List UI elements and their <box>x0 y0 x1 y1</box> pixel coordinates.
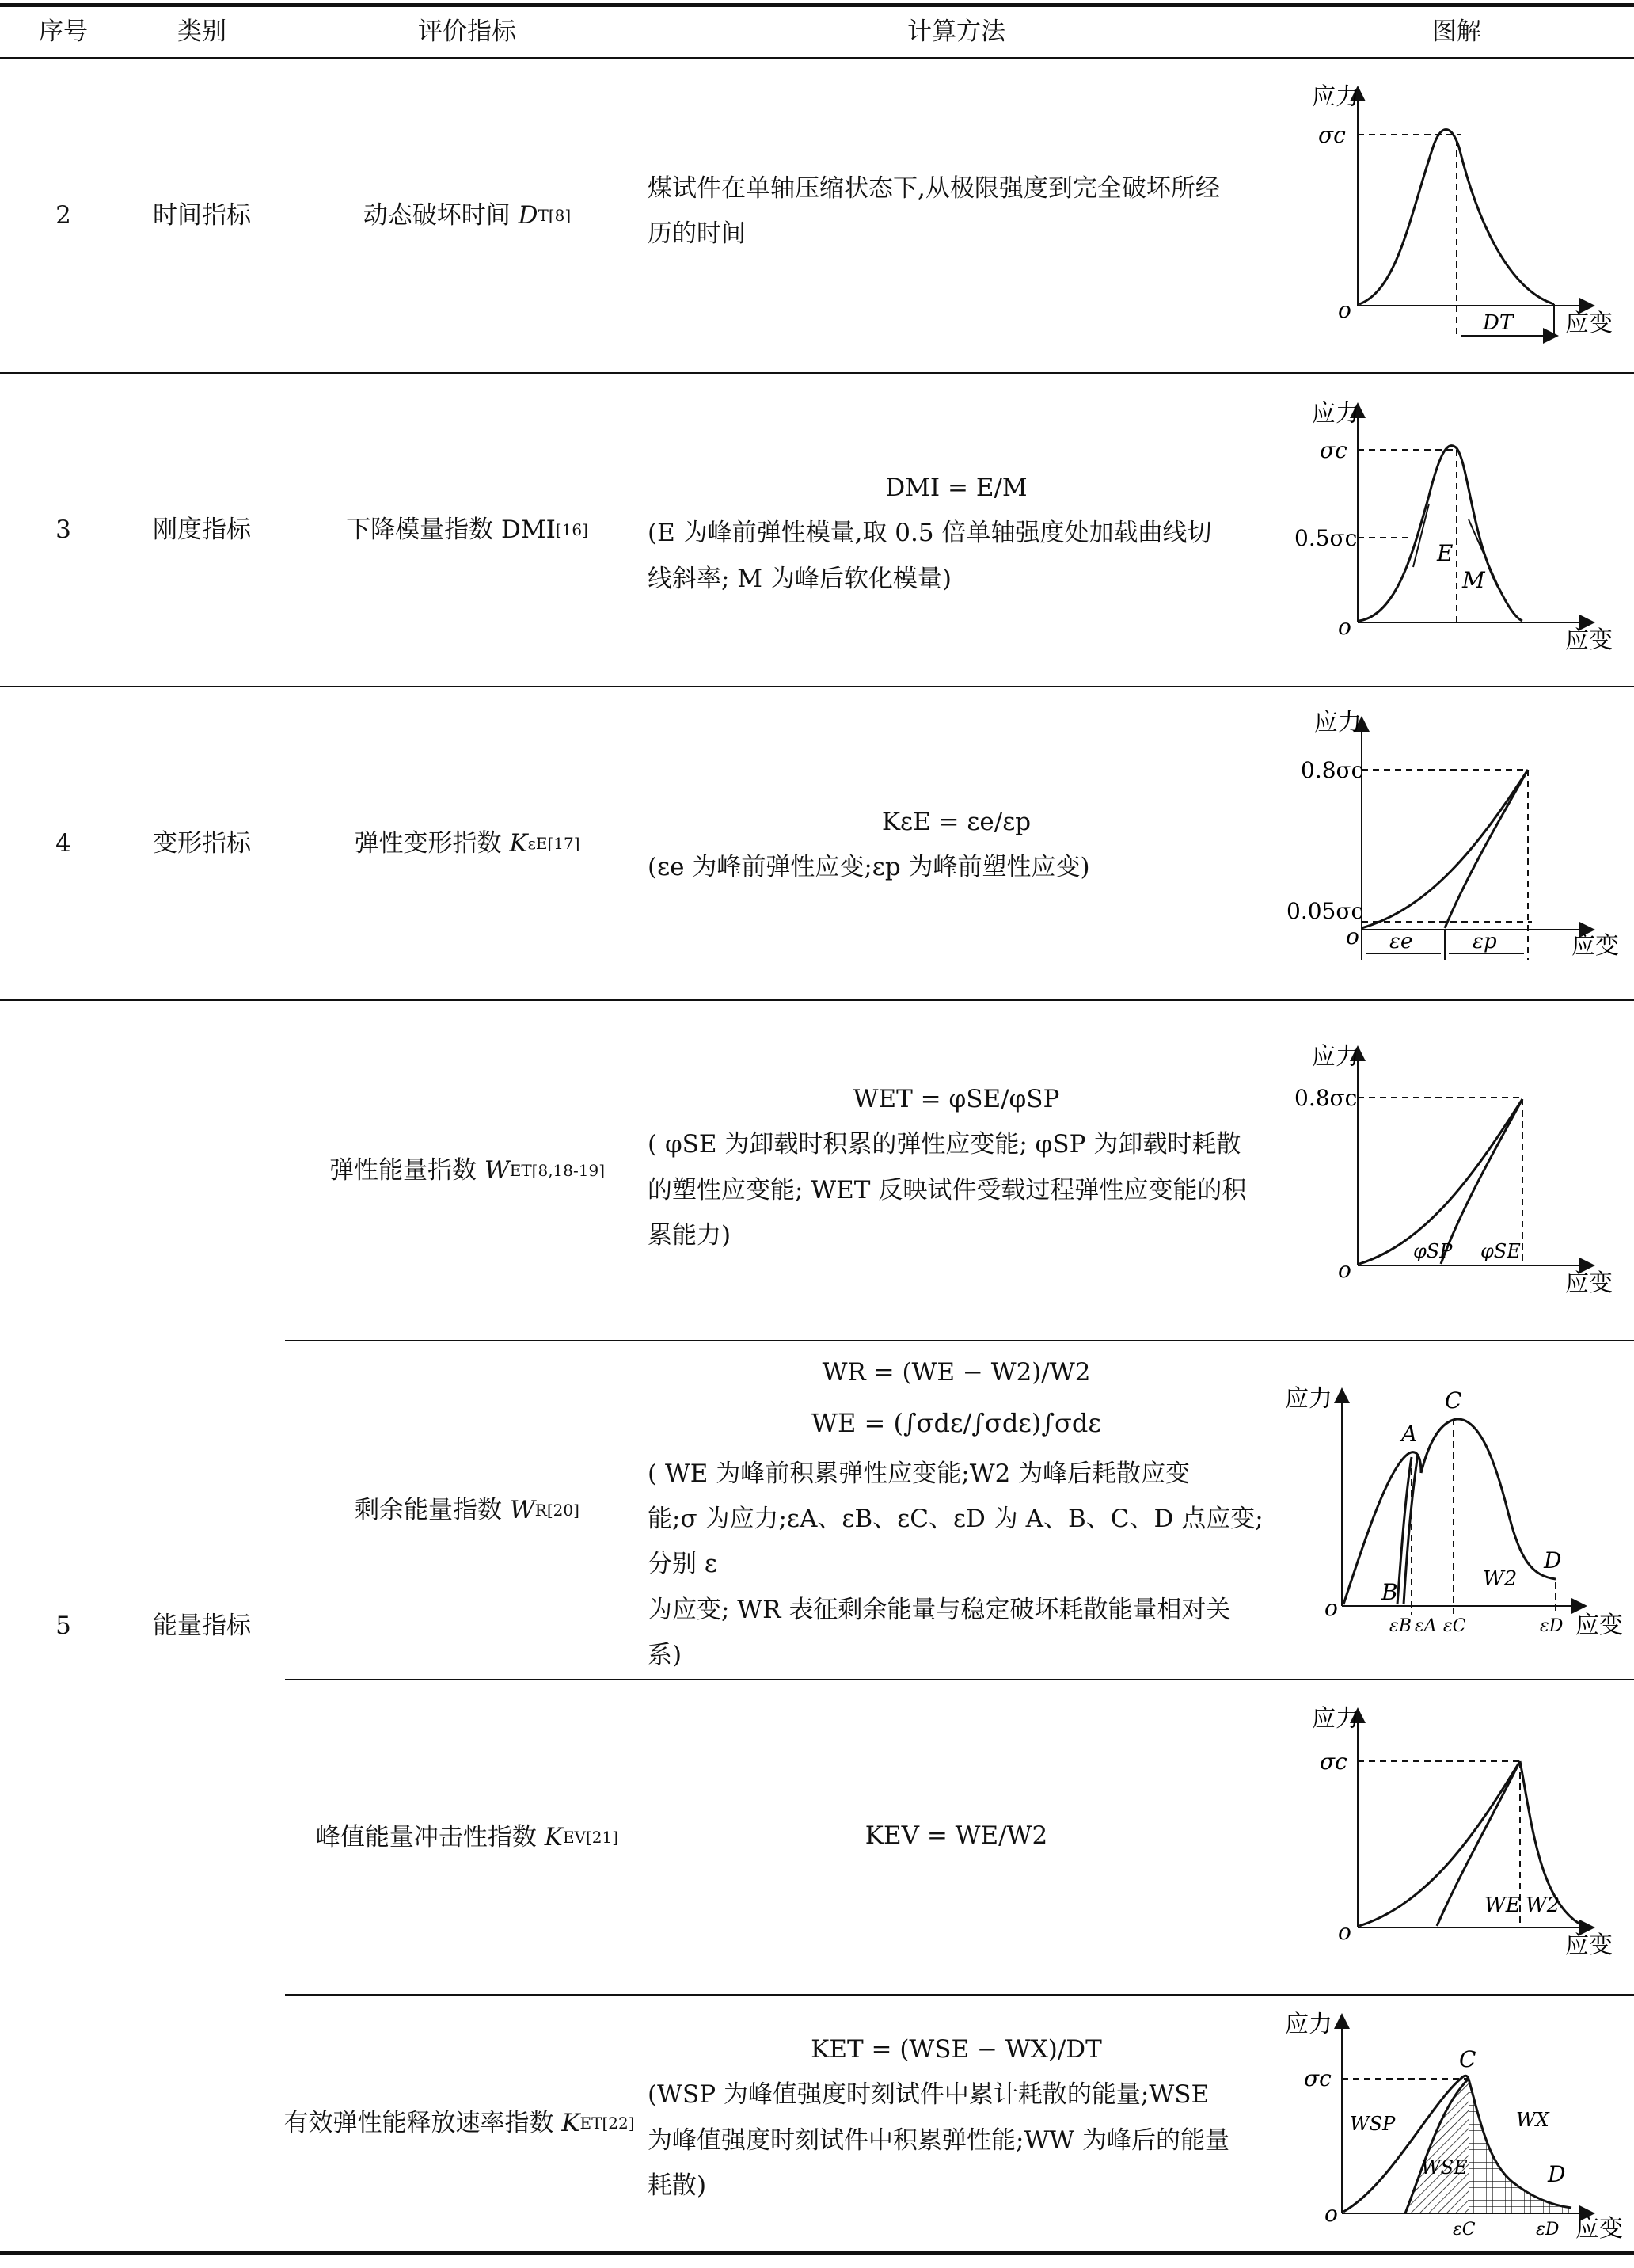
fig-label-phi-sp: φSP <box>1413 1240 1453 1262</box>
fig-label-strain: 应变 <box>1565 1269 1613 1297</box>
fig-label-eps-d: εD <box>1536 2220 1560 2239</box>
fig-label-eps-e: εe <box>1389 930 1413 953</box>
fig-label-w2: W2 <box>1483 1567 1518 1591</box>
fig-label-strain: 应变 <box>1565 310 1613 337</box>
fig-label-origin: o <box>1338 297 1351 323</box>
fig-label-stress: 应力 <box>1285 2011 1332 2038</box>
method-line: ( WE 为峰前积累弹性应变能;W2 为峰后耗散应变 <box>648 1459 1191 1488</box>
figure-dmi <box>1271 393 1634 670</box>
fig-label-sigma-c: σc <box>1320 437 1347 463</box>
fig-label-08-sigma: 0.8σc <box>1301 757 1364 783</box>
row-indicator <box>293 1341 641 1679</box>
row-indicator <box>285 1680 649 1994</box>
fig-label-e: E <box>1437 540 1454 566</box>
indicator-subscript: EV <box>562 1828 586 1847</box>
figure-wr-svg <box>1271 1378 1634 1663</box>
fig-label-a: A <box>1401 1421 1418 1447</box>
header-no: 序号 <box>39 17 88 46</box>
method-formula: KEV = WE/W2 <box>864 1821 1048 1850</box>
indicator-subscript: ET <box>580 2114 602 2133</box>
fig-label-wse: WSE <box>1421 2156 1468 2179</box>
method-line: 为应变; WR 表征剩余能量与稳定破坏耗散能量相对关 <box>648 1595 1231 1624</box>
fig-label-005-sigma: 0.05σc <box>1286 898 1364 924</box>
fig-label-eps-d: εD <box>1540 1616 1564 1636</box>
method-line: (εe 为峰前弹性应变;εp 为峰前塑性应变) <box>648 853 1090 882</box>
fig-label-c: C <box>1459 2046 1476 2072</box>
figure-wr <box>1271 1378 1634 1663</box>
method-line: ( φSE 为卸载时积累的弹性应变能; φSP 为卸载时耗散 <box>648 1130 1241 1159</box>
header-indicator: 评价指标 <box>418 17 516 46</box>
fig-label-strain: 应变 <box>1575 1612 1623 1639</box>
indicator-symbol: K <box>544 1822 563 1851</box>
method-line: 为峰值强度时刻试件中积累弹性能;WW 为峰后的能量 <box>648 2125 1230 2155</box>
fig-label-d: D <box>1544 1547 1562 1574</box>
indicator-symbol: D <box>518 200 538 230</box>
row-method <box>648 466 1265 602</box>
fig-label-wx: WX <box>1516 2109 1549 2131</box>
row-category: 能量指标 <box>153 1611 251 1640</box>
fig-label-b: B <box>1381 1579 1398 1605</box>
fig-label-strain: 应变 <box>1575 2215 1623 2243</box>
fig-label-origin: o <box>1338 614 1351 640</box>
indicator-subscript: εE <box>527 834 548 853</box>
figure-dt-svg <box>1271 76 1634 353</box>
indicator-symbol: K <box>509 828 528 858</box>
figure-dt <box>1271 76 1634 353</box>
fig-label-stress: 应力 <box>1285 1385 1332 1413</box>
indicator-name: 下降模量指数 <box>346 515 494 544</box>
indicator-subscript: ET <box>509 1161 532 1180</box>
row-method <box>648 1350 1265 1678</box>
fig-label-m: M <box>1462 567 1485 593</box>
indicator-ref: [17] <box>547 834 580 853</box>
indicator-ref: [8,18-19] <box>531 1161 606 1180</box>
header-category: 类别 <box>177 17 226 46</box>
row-category: 刚度指标 <box>153 515 251 544</box>
fig-label-stress: 应力 <box>1312 1705 1359 1733</box>
fig-label-stress: 应力 <box>1312 1043 1359 1071</box>
row-no: 3 <box>55 515 71 544</box>
figure-ket <box>1271 2004 1634 2249</box>
indicator-name: 有效弹性能释放速率指数 <box>283 2108 554 2137</box>
fig-label-sigma-c: σc <box>1304 2065 1332 2091</box>
fig-label-sigma-c: σc <box>1318 122 1346 148</box>
indicator-ref: [8] <box>548 206 572 225</box>
fig-label-strain: 应变 <box>1565 626 1613 654</box>
row-no: 5 <box>55 1611 71 1640</box>
row-no: 4 <box>55 828 71 858</box>
indicator-subscript: T <box>538 206 549 225</box>
fig-label-origin: o <box>1338 1257 1351 1283</box>
method-formula-2: WE = (∫σdε/∫σdε)∫σdε <box>811 1408 1101 1439</box>
indicator-subscript: R <box>534 1501 547 1520</box>
figure-kee-svg <box>1271 706 1634 984</box>
fig-label-strain: 应变 <box>1571 932 1619 960</box>
fig-label-origin: o <box>1338 1919 1351 1945</box>
fig-label-eps-a: εA <box>1415 1616 1437 1636</box>
indicator-ref: [21] <box>586 1828 619 1847</box>
row-category: 时间指标 <box>153 200 251 230</box>
fig-label-phi-se: φSE <box>1480 1240 1521 1262</box>
indicator-name: 弹性变形指数 <box>354 828 502 858</box>
fig-label-dt: DT <box>1483 311 1514 335</box>
figure-ket-svg <box>1271 2004 1634 2249</box>
fig-label-eps-b: εB <box>1389 1616 1412 1636</box>
fig-label-strain: 应变 <box>1565 1931 1613 1959</box>
method-line: 历的时间 <box>648 219 746 249</box>
method-line: 耗散) <box>648 2171 707 2201</box>
row-no: 2 <box>55 200 71 230</box>
fig-label-stress: 应力 <box>1314 709 1362 736</box>
table-bottom-rule <box>0 2251 1634 2255</box>
row-method <box>648 2027 1265 2209</box>
row-indicator <box>293 374 641 686</box>
method-formula: KεE = εe/εp <box>881 808 1032 836</box>
indicator-symbol: W <box>509 1495 535 1524</box>
fig-label-origin: o <box>1346 923 1359 949</box>
method-formula: DMI = E/M <box>885 474 1028 502</box>
method-line: 的塑性应变能; WET 反映试件受载过程弹性应变能的积 <box>648 1175 1247 1204</box>
header-figure: 图解 <box>1432 17 1481 46</box>
fig-label-d: D <box>1548 2161 1566 2187</box>
fig-label-w2: W2 <box>1526 1893 1560 1917</box>
figure-kev <box>1271 1698 1634 1975</box>
fig-label-we: WE <box>1484 1893 1521 1917</box>
row-method <box>648 1813 1265 1859</box>
fig-label-eps-p: εp <box>1472 930 1497 953</box>
method-line: 能;σ 为应力;εA、εB、εC、εD 为 A、B、C、D 点应变;分别 ε <box>648 1505 1264 1579</box>
method-line: (E 为峰前弹性模量,取 0.5 倍单轴强度处加载曲线切 <box>648 519 1212 548</box>
indicator-name: 剩余能量指数 <box>355 1495 503 1524</box>
figure-dmi-svg <box>1271 393 1634 670</box>
fig-label-origin: o <box>1324 2201 1338 2227</box>
method-formula: WR = (WE − W2)/W2 <box>822 1358 1091 1387</box>
fig-label-stress: 应力 <box>1312 400 1359 428</box>
method-formula: WET = φSE/φSP <box>853 1085 1060 1113</box>
row-indicator <box>293 1001 641 1340</box>
row-method <box>648 166 1265 257</box>
indicator-name: 弹性能量指数 <box>329 1155 477 1185</box>
row-indicator <box>261 1996 657 2251</box>
row-method <box>648 800 1265 891</box>
fig-label-c: C <box>1445 1387 1462 1414</box>
indicator-name: 峰值能量冲击性指数 <box>315 1822 537 1851</box>
method-line: 系) <box>648 1641 682 1670</box>
fig-label-eps-c: εC <box>1443 1616 1466 1636</box>
fig-label-08-sigma: 0.8σc <box>1294 1085 1358 1111</box>
row-indicator <box>293 59 641 372</box>
figure-kev-svg <box>1271 1698 1634 1975</box>
indicator-name: 动态破坏时间 <box>363 200 511 230</box>
indicator-symbol: K <box>561 2108 580 2137</box>
indicator-ref: [22] <box>602 2114 635 2133</box>
row-method <box>648 1077 1265 1258</box>
indicator-symbol: DMI <box>500 515 556 544</box>
indicator-symbol: W <box>484 1155 510 1185</box>
indicator-ref: [16] <box>555 520 588 539</box>
indicator-ref: [20] <box>546 1501 580 1520</box>
figure-kee <box>1271 706 1634 984</box>
figure-wet-svg <box>1271 1036 1634 1313</box>
figure-wet <box>1271 1036 1634 1313</box>
fig-label-sigma-c: σc <box>1320 1749 1347 1775</box>
row-indicator <box>293 687 641 999</box>
fig-label-origin: o <box>1324 1595 1338 1621</box>
method-line: 煤试件在单轴压缩状态下,从极限强度到完全破坏所经 <box>648 174 1220 203</box>
header-method: 计算方法 <box>907 17 1005 46</box>
fig-label-wsp: WSP <box>1350 2113 1396 2135</box>
fig-label-stress: 应力 <box>1312 83 1359 111</box>
fig-label-half-sigma: 0.5σc <box>1294 525 1358 551</box>
method-formula: KET = (WSE − WX)/DT <box>811 2035 1102 2064</box>
method-line: (WSP 为峰值强度时刻试件中累计耗散的能量;WSE <box>648 2080 1210 2110</box>
method-line: 线斜率; M 为峰后软化模量) <box>648 564 952 593</box>
method-line: 累能力) <box>648 1221 732 1250</box>
row-category: 变形指标 <box>153 828 251 858</box>
fig-label-eps-c: εC <box>1453 2220 1476 2239</box>
